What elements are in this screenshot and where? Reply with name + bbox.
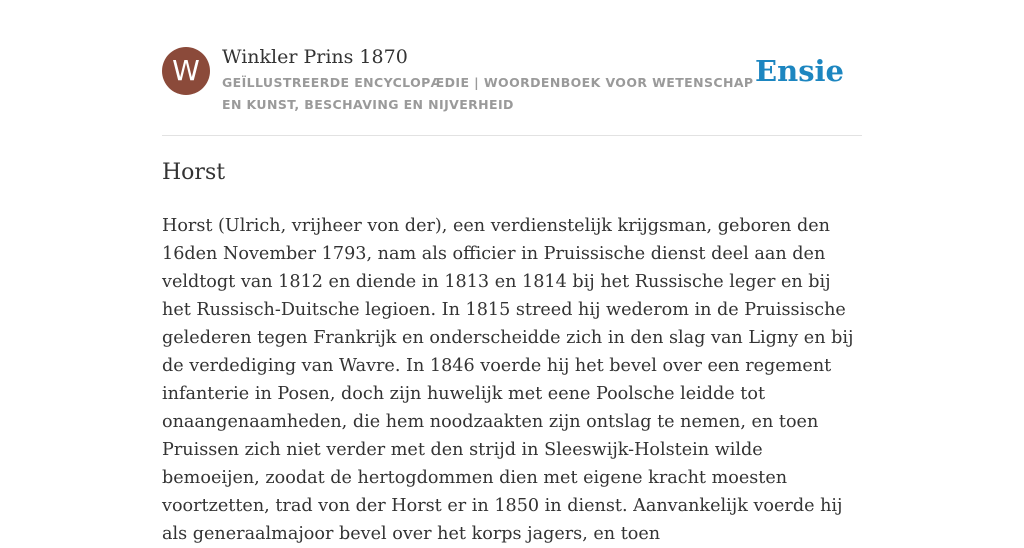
source-subtitle: GEÏLLUSTREERDE ENCYCLOPÆDIE | WOORDENBOEK VOOR WETENSCHAP EN KUNST, BESCHAVING EN NIJVERHEID [222,75,754,112]
source-title[interactable]: Winkler Prins 1870 [222,46,408,68]
header-divider [162,135,862,136]
entry-body-text: Horst (Ulrich, vrijheer von der), een verdienstelijk krijgsman, geboren den 16den November 1793, nam als officier in Pruissische dienst deel aan den veldtogt van 1812 en diende in 1813 en 1814 bij het Russische leger en bij het Russisch-Duitsche legioen. In 1815 streed hij wederom in de Pruissische gelederen tegen Frankrijk en onderscheidde zich in den slag van Ligny en bij de verdediging van Wavre. In 1846 voerde hij het bevel over een regement infanterie in Posen, doch zijn huwelijk met eene Poolsche leidde tot onaangenaamheden, die hem noodzaakten zijn ontslag te nemen, en toen Pruissen zich niet verder met den strijd in Sleeswijk-Holstein wilde bemoeijen, zoodat de hertogdommen dien met eigene kracht moesten voortzetten, trad von der Horst er in 1850 in dienst. Aanvankelijk voerde hij als generaalmajoor bevel over het korps jagers, en toen [162,216,854,544]
source-header [162,44,862,136]
entry-title: Horst [162,160,226,185]
brand-logo-link[interactable]: Ensie [755,54,844,88]
source-avatar[interactable]: W [162,47,210,95]
